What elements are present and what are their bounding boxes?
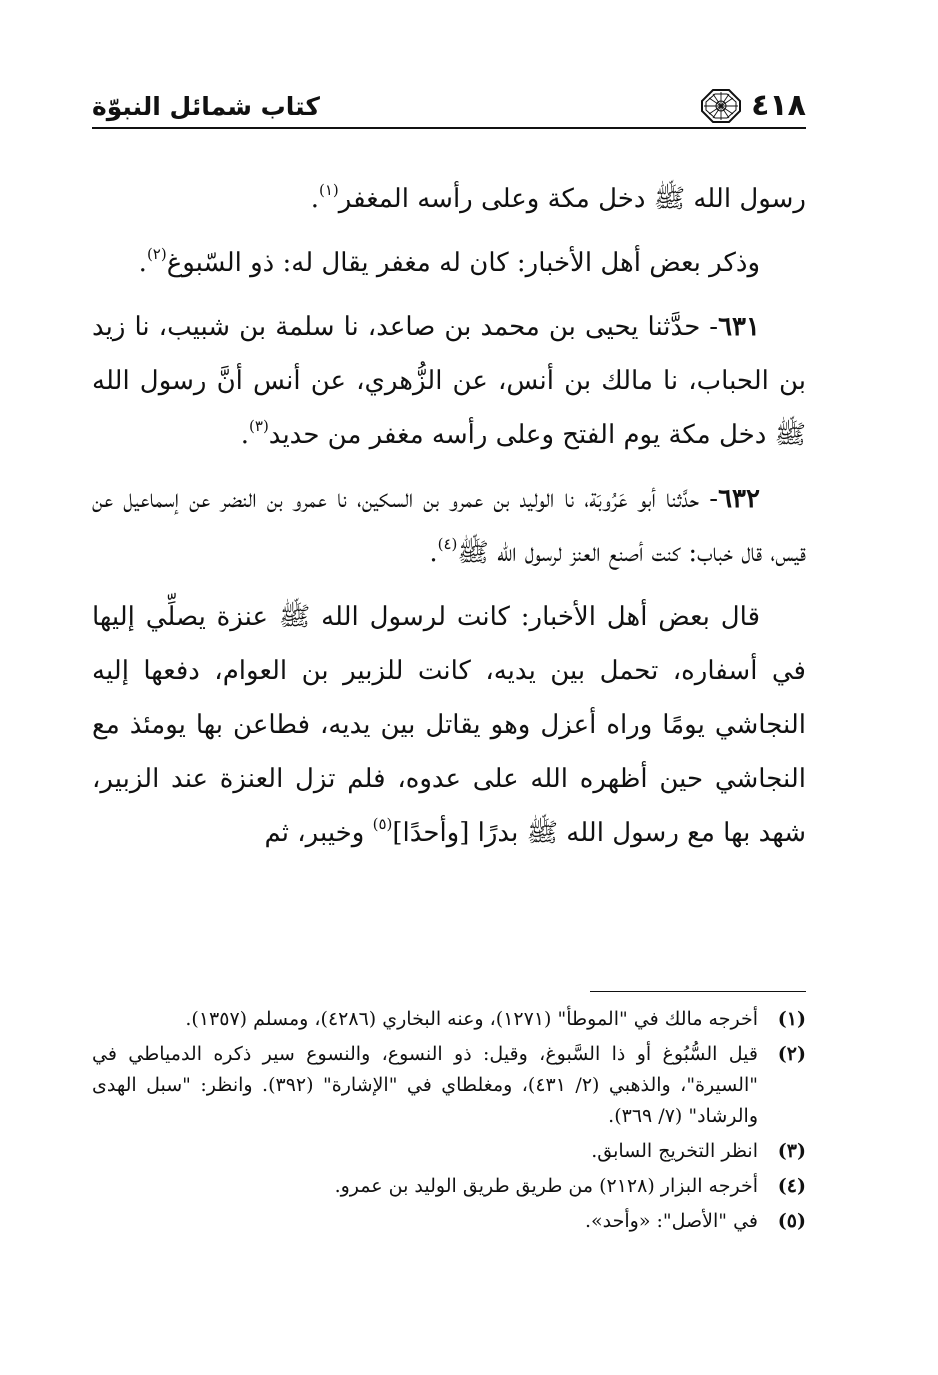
footnote-text: أخرجه البزار (٢١٢٨) من طريق طريق الوليد بن عمرو. [334, 1175, 758, 1197]
paragraph-1-text: رسول الله ﷺ دخل مكة وعلى رأسه المغفر [338, 184, 806, 214]
paragraph-5 [92, 590, 806, 860]
page-header [92, 86, 806, 130]
paragraph-1 [92, 172, 806, 226]
footnote-ref-4[interactable]: (٤) [437, 535, 458, 553]
footnote-ref-3[interactable]: (٣) [249, 417, 269, 435]
paragraph-5-continuation: وخيبر، ثم [264, 818, 373, 848]
footnote-number: (٢) [777, 1043, 806, 1065]
paragraph-2 [92, 236, 806, 290]
hadith-632-text: - حدَّثنا أبو عَرُوبَة، نا الوليد بن عمرو بن السكين، نا عمرو بن النضر عن إسماعيل عن قيس، قال خباب: كنت أصنع العنز لرسول الله ﷺ [92, 484, 806, 568]
footnote-text: في "الأصل": «وأحد». [585, 1210, 758, 1232]
footnote-number: (٤) [777, 1175, 806, 1197]
footnote-text: قيل السُّبُوغ أو ذا السَّبوغ، وقيل: ذو النسوع، والنسوع سير ذكره الدمياطي في "السيرة"، والذهبي (٢/ ٤٣١)، ومغلطاي في "الإشارة" (٣٩٢). وانظر: "سبل الهدى والرشاد" (٧/ ٣٦٩). [92, 1043, 758, 1127]
footnote-number: (٣) [777, 1140, 806, 1162]
footnote-text: أخرجه مالك في "الموطأ" (١٢٧١)، وعنه البخاري (٤٢٨٦)، ومسلم (١٣٥٧). [185, 1008, 758, 1030]
paragraph-2-text: وذكر بعض أهل الأخبار: كان له مغفر يقال له: ذو السّبوغ [166, 248, 760, 278]
page-number-group [701, 89, 806, 123]
book-title: كتاب شمائل النبوّة [92, 91, 320, 121]
footnote-item [92, 1039, 806, 1132]
hadith-number: ٦٣٢ [718, 484, 760, 514]
hadith-631-end: . [240, 420, 250, 450]
footnote-ref-5[interactable]: (٥) [372, 815, 393, 833]
footnote-separator [590, 991, 806, 992]
hadith-631 [92, 300, 806, 462]
hadith-631-text: - حدَّثنا يحيى بن محمد بن صاعد، نا سلمة بن شبيب، نا زيد بن الحباب، نا مالك بن أنس، عن الزُّهري، عن أنس أنَّ رسول الله ﷺ دخل مكة يوم الفتح وعلى رأسه مغفر من حديد [92, 312, 806, 450]
footnotes-list [92, 1004, 806, 1241]
header-rule [92, 127, 806, 129]
paragraph-2-end: . [138, 248, 147, 278]
footnote-item [92, 1171, 806, 1202]
hadith-632 [92, 472, 806, 580]
main-text [92, 172, 806, 860]
footnote-text: انظر التخريج السابق. [591, 1140, 758, 1162]
hadith-632-end: . [429, 538, 438, 568]
paragraph-5-text: قال بعض أهل الأخبار: كانت لرسول الله ﷺ عنزة يصلِّي إليها في أسفاره، تحمل بين يديه، كانت للزبير بن العوام، دفعها إليه النجاشي يومًا وراه أعزل وهو يقاتل بين يديه، فطاعن بها يومئذ مع النجاشي حين أظهره الله على عدوه، فلم تزل العنزة عند الزبير، شهد بها مع رسول الله ﷺ بدرًا [وأحدًا] [92, 602, 806, 848]
footnote-number: (٥) [777, 1210, 806, 1232]
footnote-ref-1[interactable]: (١) [318, 181, 339, 199]
hadith-number: ٦٣١ [718, 312, 760, 342]
footnote-item [92, 1136, 806, 1167]
page-number: ٤١٨ [751, 88, 806, 123]
footnote-ref-2[interactable]: (٢) [146, 245, 167, 263]
footnote-number: (١) [777, 1008, 806, 1030]
footnote-item [92, 1206, 806, 1237]
paragraph-1-end: . [310, 184, 319, 214]
footnote-item [92, 1004, 806, 1035]
octagon-ornament-icon [701, 89, 741, 123]
